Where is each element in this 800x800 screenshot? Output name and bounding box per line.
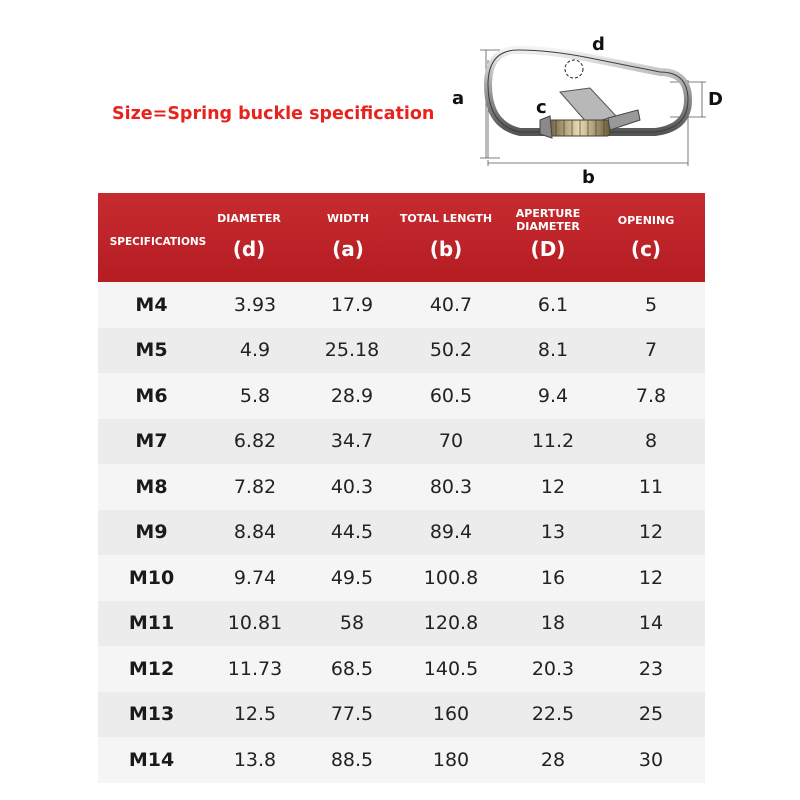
value-cell: 70 <box>438 430 464 453</box>
value-cell: 3.93 <box>233 293 277 316</box>
value-cell: 89.4 <box>429 521 473 544</box>
table-body <box>98 282 705 783</box>
spec-name-cell: M14 <box>128 748 175 771</box>
spec-name-cell: M8 <box>135 475 168 498</box>
table-row <box>98 737 705 783</box>
spec-name-cell: M7 <box>135 430 168 453</box>
value-cell: 88.5 <box>330 748 374 771</box>
value-cell: 7.82 <box>233 475 277 498</box>
table-row <box>98 555 705 601</box>
value-cell: 9.4 <box>537 384 569 407</box>
table-header <box>98 193 705 282</box>
spec-name-cell: M10 <box>128 566 175 589</box>
spec-table <box>98 193 705 783</box>
table-row <box>98 601 705 647</box>
col-specifications: SPECIFICATIONS <box>109 236 207 248</box>
headline: Size=Spring buckle specification <box>112 104 435 124</box>
table-row <box>98 419 705 465</box>
value-cell: 100.8 <box>423 566 479 589</box>
value-cell: 30 <box>638 748 664 771</box>
value-cell: 14 <box>638 612 664 635</box>
value-cell: 8 <box>644 430 658 453</box>
value-cell: 11.2 <box>531 430 575 453</box>
spec-name-cell: M5 <box>135 339 168 362</box>
table-row <box>98 646 705 692</box>
spring-snap-hook-diagram <box>440 20 740 190</box>
value-cell: 58 <box>339 612 365 635</box>
value-cell: 5.8 <box>239 384 271 407</box>
value-cell: 140.5 <box>423 657 479 680</box>
label-D: D <box>708 89 723 110</box>
col-diameter: DIAMETER (d) <box>217 212 281 261</box>
value-cell: 40.3 <box>330 475 374 498</box>
value-cell: 25.18 <box>324 339 380 362</box>
value-cell: 11.73 <box>227 657 283 680</box>
value-cell: 20.3 <box>531 657 575 680</box>
value-cell: 180 <box>432 748 470 771</box>
spec-name-cell: M12 <box>128 657 175 680</box>
value-cell: 4.9 <box>239 339 271 362</box>
value-cell: 9.74 <box>233 566 277 589</box>
value-cell: 160 <box>432 703 470 726</box>
value-cell: 11 <box>638 475 664 498</box>
table-row <box>98 692 705 738</box>
table-row <box>98 510 705 556</box>
value-cell: 60.5 <box>429 384 473 407</box>
value-cell: 7 <box>644 339 658 362</box>
value-cell: 28.9 <box>330 384 374 407</box>
label-c: c <box>536 97 547 118</box>
value-cell: 77.5 <box>330 703 374 726</box>
value-cell: 5 <box>644 293 658 316</box>
table-row <box>98 328 705 374</box>
value-cell: 12.5 <box>233 703 277 726</box>
value-cell: 23 <box>638 657 664 680</box>
value-cell: 10.81 <box>227 612 283 635</box>
value-cell: 68.5 <box>330 657 374 680</box>
value-cell: 13 <box>540 521 566 544</box>
table-row <box>98 282 705 328</box>
value-cell: 8.1 <box>537 339 569 362</box>
value-cell: 6.1 <box>537 293 569 316</box>
value-cell: 17.9 <box>330 293 374 316</box>
value-cell: 50.2 <box>429 339 473 362</box>
value-cell: 44.5 <box>330 521 374 544</box>
value-cell: 34.7 <box>330 430 374 453</box>
label-d: d <box>592 34 605 55</box>
value-cell: 12 <box>638 521 664 544</box>
value-cell: 8.84 <box>233 521 277 544</box>
spec-name-cell: M9 <box>135 521 168 544</box>
value-cell: 120.8 <box>423 612 479 635</box>
col-opening: OPENING (c) <box>617 214 675 261</box>
label-b: b <box>582 167 595 188</box>
value-cell: 25 <box>638 703 664 726</box>
value-cell: 40.7 <box>429 293 473 316</box>
spec-name-cell: M6 <box>135 384 168 407</box>
value-cell: 18 <box>540 612 566 635</box>
label-a: a <box>452 88 465 109</box>
value-cell: 12 <box>540 475 566 498</box>
value-cell: 12 <box>638 566 664 589</box>
value-cell: 7.8 <box>635 384 667 407</box>
col-aperture-diameter: APERTURE DIAMETER (D) <box>515 207 581 261</box>
spec-name-cell: M13 <box>128 703 175 726</box>
value-cell: 49.5 <box>330 566 374 589</box>
table-row <box>98 464 705 510</box>
value-cell: 28 <box>540 748 566 771</box>
value-cell: 80.3 <box>429 475 473 498</box>
col-total-length: TOTAL LENGTH (b) <box>399 212 493 261</box>
value-cell: 6.82 <box>233 430 277 453</box>
spec-name-cell: M4 <box>135 293 168 316</box>
value-cell: 22.5 <box>531 703 575 726</box>
value-cell: 16 <box>540 566 566 589</box>
spec-name-cell: M11 <box>128 612 175 635</box>
col-width: WIDTH (a) <box>326 212 370 261</box>
value-cell: 13.8 <box>233 748 277 771</box>
table-row <box>98 373 705 419</box>
